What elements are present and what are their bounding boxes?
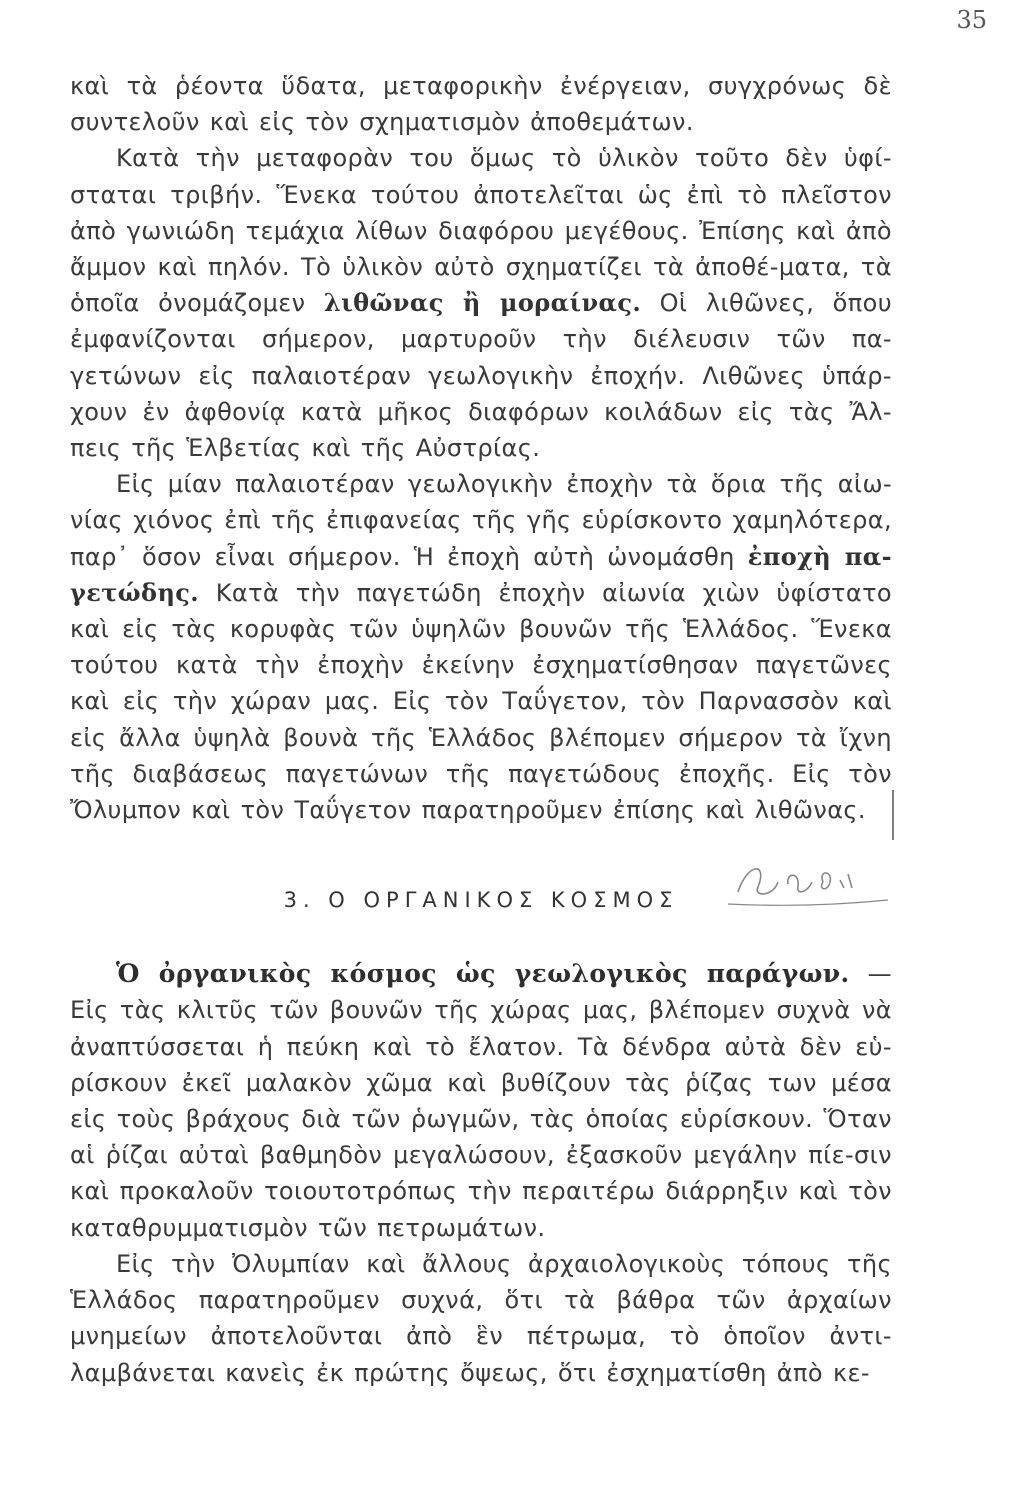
page-content [70,68,892,1391]
paragraph [70,140,892,466]
emphasized-term: λιθῶνας ἢ μοραίνας. [323,288,642,318]
paragraph [70,68,892,140]
paragraph-text: Εἰς μίαν παλαιοτέραν γεωλογικὴν ἐποχὴν τὰ ὅρια τῆς αἰω-νίας χιόνος ἐπὶ τῆς ἐπιφανείας τῆς γῆς εὑρίσκοντο χαμηλότερα, παρ᾽ ὅσον εἶναι σήμερον. Ἡ ἐποχὴ αὐτὴ ὠνομάσθη [70,470,892,571]
paragraph [70,466,892,828]
page-number: 35 [956,6,987,34]
paragraph [70,1246,892,1391]
paragraph-text: — Εἰς τὰς κλιτῦς τῶν βουνῶν τῆς χώρας μας, βλέπομεν συχνὰ νὰ ἀναπτύσσεται ἡ πεύκη καὶ τὸ ἔλατον. Τὰ δένδρα αὐτὰ δὲν εὑ-ρίσκουν ἐκεῖ μαλακὸν χῶμα καὶ βυθίζουν τὰς ῥίζας των μέσα εἰς τοὺς βράχους διὰ τῶν ῥωγμῶν, τὰς ὁποίας εὑρίσκουν. Ὅταν αἱ ῥίζαι αὐταὶ βαθμηδὸν μεγαλώσουν, ἐξασκοῦν μεγάλην πίε-σιν καὶ προκαλοῦν τοιουτοτρόπως τὴν περαιτέρω διάρρηξιν καὶ τὸν καταθρυμματισμὸν τῶν πετρωμάτων. [70,960,892,1242]
paragraph-text: Κατὰ τὴν παγετώδη ἐποχὴν αἰωνία χιὼν ὑφίστατο καὶ εἰς τὰς κορυφὰς τῶν ὑψηλῶν βουνῶν τῆς Ἑλλάδος. Ἕνεκα τούτου κατὰ τὴν ἐποχὴν ἐκείνην ἐσχηματίσθησαν παγετῶνες καὶ εἰς τὴν χώραν μας. Εἰς τὸν Ταΰγετον, τὸν Παρνασσὸν καὶ εἰς ἄλλα ὑψηλὰ βουνὰ τῆς Ἑλλάδος βλέπομεν σήμερον τὰ ἴχνη τῆς διαβάσεως παγετώνων τῆς παγετώδους ἐποχῆς. Εἰς τὸν Ὄλυμπον καὶ τὸν Ταΰγετον παρατηροῦμεν ἐπίσης καὶ λιθῶνας. [70,578,892,825]
margin-mark [892,790,894,840]
paragraph-text: καὶ τὰ ῥέοντα ὕδατα, μεταφορικὴν ἐνέργειαν, συγχρόνως δὲ συντελοῦν καὶ εἰς τὸν σχηματισμὸν ἀποθεμάτων. [70,72,892,137]
handwritten-annotation [728,852,888,912]
emphasized-term: Ὁ ὀργανικὸς κόσμος ὡς γεωλογικὸς παράγων. [116,959,850,989]
emphasized-term: ἐποχὴ πα-γετώδης. [70,541,893,607]
text-block-lower [70,956,892,1390]
text-block-upper [70,68,892,828]
paragraph-text: Εἰς τὴν Ὀλυμπίαν καὶ ἄλλους ἀρχαιολογικοὺς τόπους τῆς Ἑλλάδος παρατηροῦμεν συχνά, ὅτι τὰ βάθρα τῶν ἀρχαίων μνημείων ἀποτελοῦνται ἀπὸ ἓν πέτρωμα, τὸ ὁποῖον ἀντι-λαμβάνεται κανεὶς ἐκ πρώτης ὄψεως, ὅτι ἐσχηματίσθη ἀπὸ κε- [70,1249,892,1387]
section-heading: 3. Ο ΟΡΓΑΝΙΚΟΣ ΚΟΣΜΟΣ [283,888,679,913]
paragraph-text: Οἱ λιθῶνες, ὅπου ἐμφανίζονται σήμερον, μαρτυροῦν τὴν διέλευσιν τῶν πα-γετώνων εἰς παλαιοτέραν γεωλογικὴν ἐποχήν. Λιθῶνες ὑπάρ-χουν ἐν ἀφθονίᾳ κατὰ μῆκος διαφόρων κοιλάδων εἰς τὰς Ἄλ-πεις τῆς Ἑλβετίας καὶ τῆς Αὐστρίας. [70,289,892,463]
paragraph-text: Κατὰ τὴν μεταφορὰν του ὅμως τὸ ὑλικὸν τοῦτο δὲν ὑφί-σταται τριβήν. Ἕνεκα τούτου ἀποτελεῖται ὡς ἐπὶ τὸ πλεῖστον ἀπὸ γωνιώδη τεμάχια λίθων διαφόρου μεγέθους. Ἐπίσης καὶ ἀπὸ ἄμμον καὶ πηλόν. Τὸ ὑλικὸν αὐτὸ σχηματίζει τὰ ἀποθέ-ματα, τὰ ὁποῖα ὀνομάζομεν [70,144,892,318]
paragraph [70,956,892,1246]
